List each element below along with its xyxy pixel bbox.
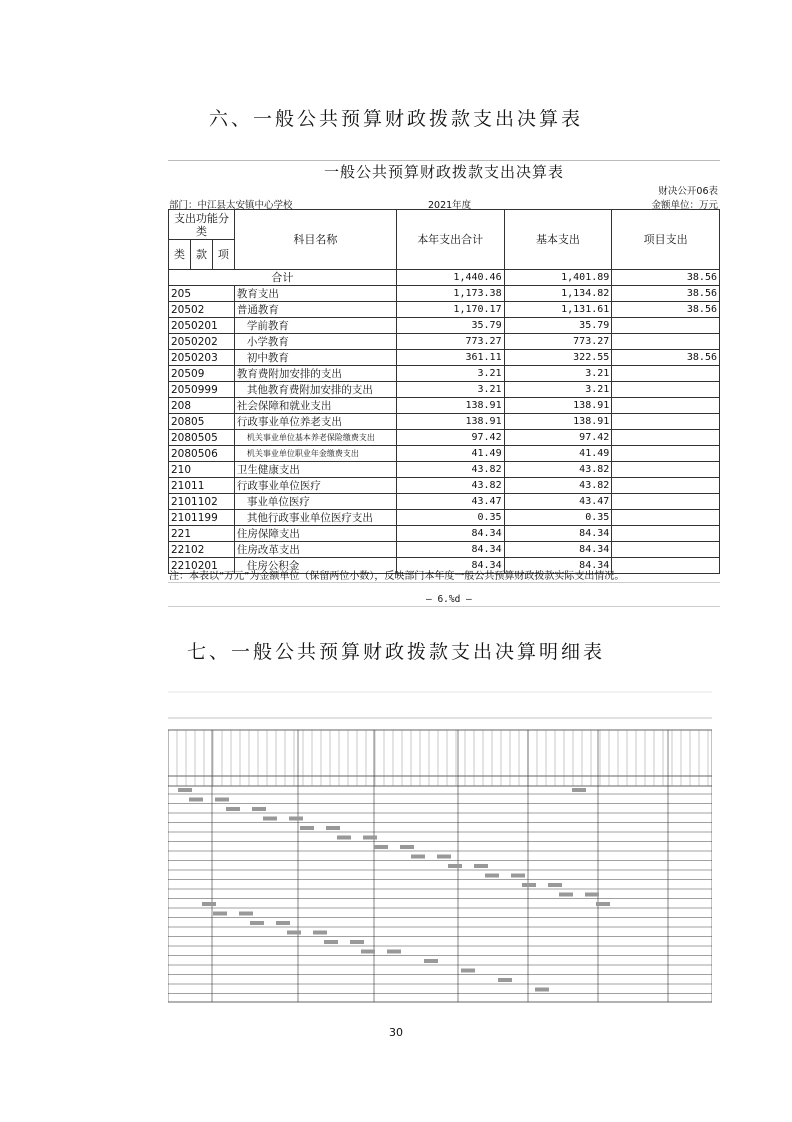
row-project — [612, 414, 720, 430]
divider — [168, 582, 720, 583]
budget-expenditure-table — [168, 160, 720, 607]
row-total: 1,170.17 — [396, 302, 504, 318]
row-name: 普通教育 — [234, 302, 396, 318]
row-code: 2101102 — [169, 494, 235, 510]
row-total: 138.91 — [396, 398, 504, 414]
row-total: 138.91 — [396, 414, 504, 430]
cell-mark — [411, 855, 425, 859]
cell-mark — [178, 788, 192, 792]
cell-mark — [387, 950, 401, 954]
row-total: 41.49 — [396, 446, 504, 462]
table-row — [169, 302, 720, 318]
table-row — [169, 286, 720, 302]
row-code: 210 — [169, 462, 235, 478]
section6-heading: 六、一般公共预算财政拨款支出决算表 — [208, 108, 583, 130]
row-code: 205 — [169, 286, 235, 302]
cell-mark — [535, 988, 549, 992]
fiscal-year-label: 2021年度 — [428, 200, 472, 211]
row-code: 2210201 — [169, 558, 235, 574]
cell-mark — [202, 902, 216, 906]
cell-mark — [461, 969, 475, 973]
cell-mark — [596, 902, 610, 906]
table-row — [169, 462, 720, 478]
cell-mark — [350, 940, 364, 944]
row-total: 361.11 — [396, 350, 504, 366]
total-label: 合计 — [169, 270, 397, 286]
row-code: 22102 — [169, 542, 235, 558]
row-basic: 41.49 — [504, 446, 612, 462]
cell-mark — [252, 807, 266, 811]
row-total: 43.47 — [396, 494, 504, 510]
cell-mark — [239, 912, 253, 916]
row-project — [612, 446, 720, 462]
table-row — [169, 510, 720, 526]
func-class-header: 支出功能分类 — [169, 210, 235, 240]
row-code: 20502 — [169, 302, 235, 318]
cell-mark — [424, 959, 438, 963]
row-basic: 1,134.82 — [504, 286, 612, 302]
basic-header: 基本支出 — [504, 210, 612, 270]
cell-mark — [276, 921, 290, 925]
row-project — [612, 478, 720, 494]
row-name: 社会保障和就业支出 — [234, 398, 396, 414]
row-total: 43.82 — [396, 478, 504, 494]
table-row — [169, 366, 720, 382]
unit-label: 金额单位：万元 — [651, 200, 718, 211]
xiang-header: 项 — [212, 240, 234, 270]
cell-mark — [287, 931, 301, 935]
row-code: 2080505 — [169, 430, 235, 446]
row-name: 教育支出 — [234, 286, 396, 302]
cell-mark — [498, 978, 512, 982]
row-code: 20509 — [169, 366, 235, 382]
section7-heading: 七、一般公共预算财政拨款支出决算明细表 — [186, 641, 605, 663]
row-name: 住房改革支出 — [234, 542, 396, 558]
row-name: 卫生健康支出 — [234, 462, 396, 478]
cell-mark — [448, 864, 462, 868]
row-code: 2050201 — [169, 318, 235, 334]
row-basic: 35.79 — [504, 318, 612, 334]
department-label: 部门：中江县太安镇中心学校 — [169, 200, 293, 211]
cell-mark — [559, 893, 573, 897]
detail-table-image — [168, 690, 712, 1010]
row-code: 2050999 — [169, 382, 235, 398]
row-code: 21011 — [169, 478, 235, 494]
row-total: 1,173.38 — [396, 286, 504, 302]
row-basic: 97.42 — [504, 430, 612, 446]
table-row — [169, 430, 720, 446]
row-name: 事业单位医疗 — [234, 494, 396, 510]
row-basic: 0.35 — [504, 510, 612, 526]
table-row — [169, 478, 720, 494]
project-header: 项目支出 — [612, 210, 720, 270]
row-name: 机关事业单位职业年金缴费支出 — [234, 446, 396, 462]
cell-mark — [300, 826, 314, 830]
cell-mark — [337, 836, 351, 840]
row-name: 初中教育 — [234, 350, 396, 366]
total-row-project: 38.56 — [612, 270, 720, 286]
table-code-note: 财决公开06表 — [658, 186, 718, 197]
row-project: 38.56 — [612, 302, 720, 318]
row-total: 773.27 — [396, 334, 504, 350]
row-basic: 773.27 — [504, 334, 612, 350]
cell-mark — [485, 874, 499, 878]
total-row-basic: 1,401.89 — [504, 270, 612, 286]
row-project — [612, 542, 720, 558]
cell-mark — [548, 883, 562, 887]
row-code: 20805 — [169, 414, 235, 430]
table-row — [169, 526, 720, 542]
cell-mark — [522, 883, 536, 887]
row-basic: 3.21 — [504, 366, 612, 382]
cell-mark — [361, 950, 375, 954]
kuan-header: 款 — [190, 240, 212, 270]
row-code: 208 — [169, 398, 235, 414]
table-row — [169, 446, 720, 462]
cell-mark — [585, 893, 599, 897]
cell-mark — [250, 921, 264, 925]
row-project — [612, 318, 720, 334]
table-title: 一般公共预算财政拨款支出决算表 — [168, 160, 720, 183]
subject-name-header: 科目名称 — [234, 210, 396, 270]
cell-mark — [226, 807, 240, 811]
row-name: 机关事业单位基本养老保险缴费支出 — [234, 430, 396, 446]
divider — [168, 606, 720, 607]
row-project — [612, 462, 720, 478]
row-name: 住房保障支出 — [234, 526, 396, 542]
row-basic: 43.82 — [504, 478, 612, 494]
cell-mark — [363, 836, 377, 840]
cell-mark — [437, 855, 451, 859]
row-basic: 43.82 — [504, 462, 612, 478]
row-total: 43.82 — [396, 462, 504, 478]
cell-mark — [324, 940, 338, 944]
row-basic: 84.34 — [504, 542, 612, 558]
lei-header: 类 — [169, 240, 191, 270]
row-project: 38.56 — [612, 350, 720, 366]
row-basic: 138.91 — [504, 398, 612, 414]
cell-mark — [189, 798, 203, 802]
row-code: 221 — [169, 526, 235, 542]
table-row — [169, 350, 720, 366]
row-basic: 322.55 — [504, 350, 612, 366]
row-total: 3.21 — [396, 382, 504, 398]
row-name: 学前教育 — [234, 318, 396, 334]
cell-mark — [400, 845, 414, 849]
total-header: 本年支出合计 — [396, 210, 504, 270]
cell-mark — [313, 931, 327, 935]
row-project — [612, 398, 720, 414]
table-row — [169, 414, 720, 430]
page-number: 30 — [389, 1026, 403, 1039]
detail-table-grid — [168, 690, 712, 1010]
row-project: 38.56 — [612, 286, 720, 302]
cell-mark — [374, 845, 388, 849]
cell-mark — [326, 826, 340, 830]
row-name: 住房公积金 — [234, 558, 396, 574]
cell-mark — [572, 788, 586, 792]
row-total: 84.34 — [396, 542, 504, 558]
row-code: 2050203 — [169, 350, 235, 366]
table-row — [169, 334, 720, 350]
row-basic: 84.34 — [504, 526, 612, 542]
cell-mark — [474, 864, 488, 868]
row-total: 35.79 — [396, 318, 504, 334]
total-row — [169, 270, 720, 286]
row-project — [612, 366, 720, 382]
table-row — [169, 542, 720, 558]
cell-mark — [511, 874, 525, 878]
row-name: 教育费附加安排的支出 — [234, 366, 396, 382]
table-page-footer: — 6.%d — — [426, 594, 472, 605]
row-project — [612, 430, 720, 446]
table-row — [169, 494, 720, 510]
cell-mark — [213, 912, 227, 916]
table-grid — [168, 209, 720, 574]
row-name: 行政事业单位医疗 — [234, 478, 396, 494]
row-basic: 138.91 — [504, 414, 612, 430]
row-basic: 43.47 — [504, 494, 612, 510]
row-total: 84.34 — [396, 526, 504, 542]
row-basic: 1,131.61 — [504, 302, 612, 318]
row-name: 其他教育费附加安排的支出 — [234, 382, 396, 398]
row-total: 84.34 — [396, 558, 504, 574]
row-basic: 84.34 — [504, 558, 612, 574]
table-row — [169, 318, 720, 334]
row-name: 小学教育 — [234, 334, 396, 350]
row-project — [612, 558, 720, 574]
total-row-total: 1,440.46 — [396, 270, 504, 286]
table-row — [169, 398, 720, 414]
row-basic: 3.21 — [504, 382, 612, 398]
row-code: 2080506 — [169, 446, 235, 462]
row-project — [612, 526, 720, 542]
row-total: 0.35 — [396, 510, 504, 526]
row-name: 行政事业单位养老支出 — [234, 414, 396, 430]
row-project — [612, 382, 720, 398]
cell-mark — [289, 817, 303, 821]
row-project — [612, 510, 720, 526]
cell-mark — [215, 798, 229, 802]
table-row — [169, 382, 720, 398]
row-project — [612, 334, 720, 350]
row-total: 97.42 — [396, 430, 504, 446]
row-total: 3.21 — [396, 366, 504, 382]
table-note: 注：本表以“万元”为金额单位（保留两位小数），反映部门本年度一般公共预算财政拨款实际支出情况。 — [169, 571, 625, 582]
row-project — [612, 494, 720, 510]
row-code: 2050202 — [169, 334, 235, 350]
row-name: 其他行政事业单位医疗支出 — [234, 510, 396, 526]
cell-mark — [263, 817, 277, 821]
row-code: 2101199 — [169, 510, 235, 526]
